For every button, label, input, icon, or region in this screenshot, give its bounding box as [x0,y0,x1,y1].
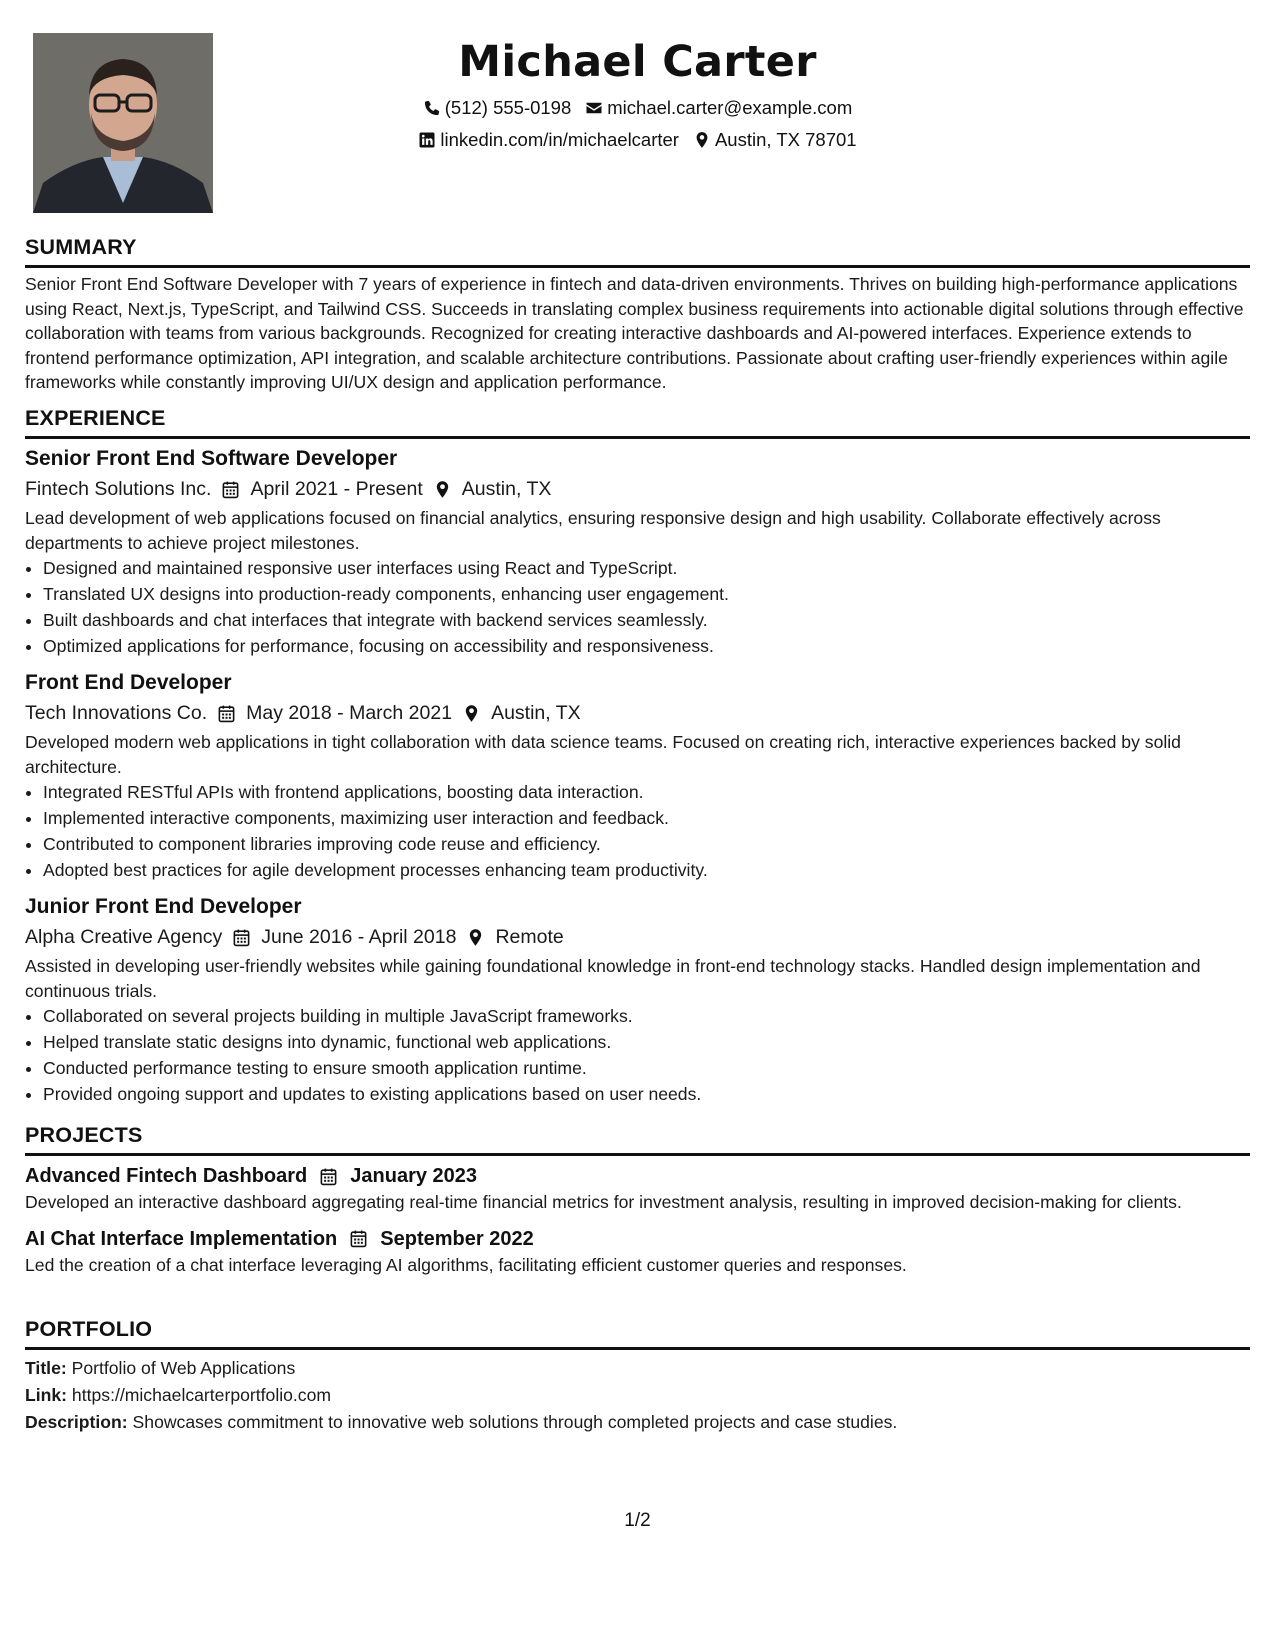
map-pin-icon [693,131,711,149]
job-company: Alpha Creative Agency [25,926,223,948]
section-title-projects: PROJECTS [25,1123,143,1147]
job-description: Assisted in developing user-friendly websites while gaining foundational knowledge in front-end technology stacks. Handled design implementation and continuous trials. [25,956,1201,1001]
project-entry [25,1162,1250,1215]
job-dates: June 2016 - April 2018 [261,926,457,948]
list-item: • Integrated RESTful APIs with frontend applications, boosting data interaction. [43,779,1250,805]
calendar-icon [319,1167,338,1186]
calendar-icon [217,704,236,723]
calendar-icon [232,928,251,947]
job-description: Lead development of web applications focused on financial analytics, ensuring responsive design and high usability. Collaborate effectively across departments to achieve project milestones. [25,508,1161,553]
portfolio-description-label: Description: [25,1412,128,1432]
list-item: • Helped translate static designs into dynamic, functional web applications. [43,1029,1250,1055]
portfolio-details [25,1355,1250,1436]
job-company: Tech Innovations Co. [25,702,208,724]
section-divider [25,1153,1250,1156]
page-number: 1/2 [624,1510,651,1531]
list-item: • Collaborated on several projects building in multiple JavaScript frameworks. [43,1003,1250,1029]
project-entry [25,1225,1250,1278]
list-item: • Implemented interactive components, maximizing user interaction and feedback. [43,805,1250,831]
portfolio-link-line [25,1382,1250,1409]
list-item: • Designed and maintained responsive user interfaces using React and TypeScript. [43,555,1250,581]
phone-text: (512) 555-0198 [444,97,572,118]
portfolio-description-value: Showcases commitment to innovative web solutions through completed projects and case studies. [132,1412,898,1432]
job-location: Austin, TX [461,478,552,500]
experience-section [25,404,1250,1107]
summary-text: Senior Front End Software Developer with 7 years of experience in fintech and data-driven environments. Thrives on building high-performance applications using React, Next.js, TypeScript, and Tailwind CSS. Succeeds in translating complex business requirements into actionable digital solutions through effective collaboration with teams from various backgrounds. Recognized for creating interactive dashboards and AI-powered interfaces. Experience extends to frontend performance optimization, API integration, and scalable architecture contributions. Passionate about crafting user-friendly experiences within agile frameworks while constantly improving UI/UX design and application performance. [25,274,1244,392]
envelope-icon [585,99,603,117]
list-item: • Translated UX designs into production-ready components, enhancing user engagement. [43,581,1250,607]
job-company: Fintech Solutions Inc. [25,478,212,500]
list-item: • Optimized applications for performance, focusing on accessibility and responsiveness. [43,633,1250,659]
calendar-icon [221,480,240,499]
summary-section [25,233,1250,395]
project-description: Developed an interactive dashboard aggregating real-time financial metrics for investment analysis, resulting in improved decision-making for clients. [25,1192,1182,1212]
job-location: Austin, TX [491,702,581,724]
job-bullets [25,555,1250,659]
job-meta [25,474,1250,504]
job-bullets [25,1003,1250,1107]
portfolio-section [25,1315,1250,1436]
job-title: Senior Front End Software Developer [25,447,398,470]
linkedin-text[interactable]: linkedin.com/in/michaelcarter [440,129,679,150]
job-title: Front End Developer [25,671,232,694]
portfolio-link-label: Link: [25,1385,68,1405]
calendar-icon [349,1229,368,1248]
portfolio-description-line [25,1409,1250,1436]
email-text[interactable]: michael.carter@example.com [607,97,853,118]
list-item: • Adopted best practices for agile development processes enhancing team productivity. [43,857,1250,883]
section-divider [25,1347,1250,1350]
project-name: Advanced Fintech Dashboard [25,1165,308,1187]
job-entry [25,444,1250,659]
phone-contact [423,92,572,124]
section-divider [25,436,1250,439]
email-contact[interactable] [585,92,852,124]
project-date: September 2022 [380,1227,534,1250]
map-pin-icon [466,928,485,947]
portfolio-link[interactable]: https://michaelcarterportfolio.com [71,1385,332,1405]
list-item: • Built dashboards and chat interfaces that integrate with backend services seamlessly. [43,607,1250,633]
job-description: Developed modern web applications in tight collaboration with data science teams. Focused on creating rich, interactive experiences backed by solid architecture. [25,732,1181,777]
phone-icon [423,99,441,117]
section-title-summary: SUMMARY [25,235,137,259]
linkedin-icon [418,131,436,149]
contact-line-2 [25,124,1250,156]
list-item: • Contributed to component libraries improving code reuse and efficiency. [43,831,1250,857]
section-divider [25,265,1250,268]
map-pin-icon [462,704,481,723]
job-dates: May 2018 - March 2021 [246,702,453,724]
job-title: Junior Front End Developer [25,895,302,918]
map-pin-icon [433,480,452,499]
resume-header [25,32,1250,156]
list-item: • Provided ongoing support and updates to existing applications based on user needs. [43,1081,1250,1107]
section-title-portfolio: PORTFOLIO [25,1317,153,1341]
portfolio-title-line [25,1355,1250,1382]
job-entry [25,668,1250,883]
portfolio-title-label: Title: [25,1358,67,1378]
resume-page [25,0,1250,1650]
job-meta [25,698,1250,728]
project-header [25,1162,1250,1190]
list-item: • Conducted performance testing to ensure smooth application runtime. [43,1055,1250,1081]
project-header [25,1225,1250,1253]
projects-section [25,1121,1250,1277]
project-description: Led the creation of a chat interface leveraging AI algorithms, facilitating efficient customer queries and responses. [25,1254,907,1275]
section-title-experience: EXPERIENCE [25,406,166,430]
job-bullets [25,779,1250,883]
candidate-name: Michael Carter [458,37,817,87]
portfolio-title-value: Portfolio of Web Applications [71,1358,296,1378]
linkedin-contact[interactable] [418,124,679,156]
project-date: January 2023 [350,1165,478,1187]
job-meta [25,922,1250,952]
contact-line-1 [25,92,1250,124]
job-location: Remote [495,926,564,948]
location-text: Austin, TX 78701 [714,129,857,150]
project-name: AI Chat Interface Implementation [25,1227,338,1250]
job-dates: April 2021 - Present [250,478,423,500]
location-contact [693,124,857,156]
job-entry [25,892,1250,1107]
